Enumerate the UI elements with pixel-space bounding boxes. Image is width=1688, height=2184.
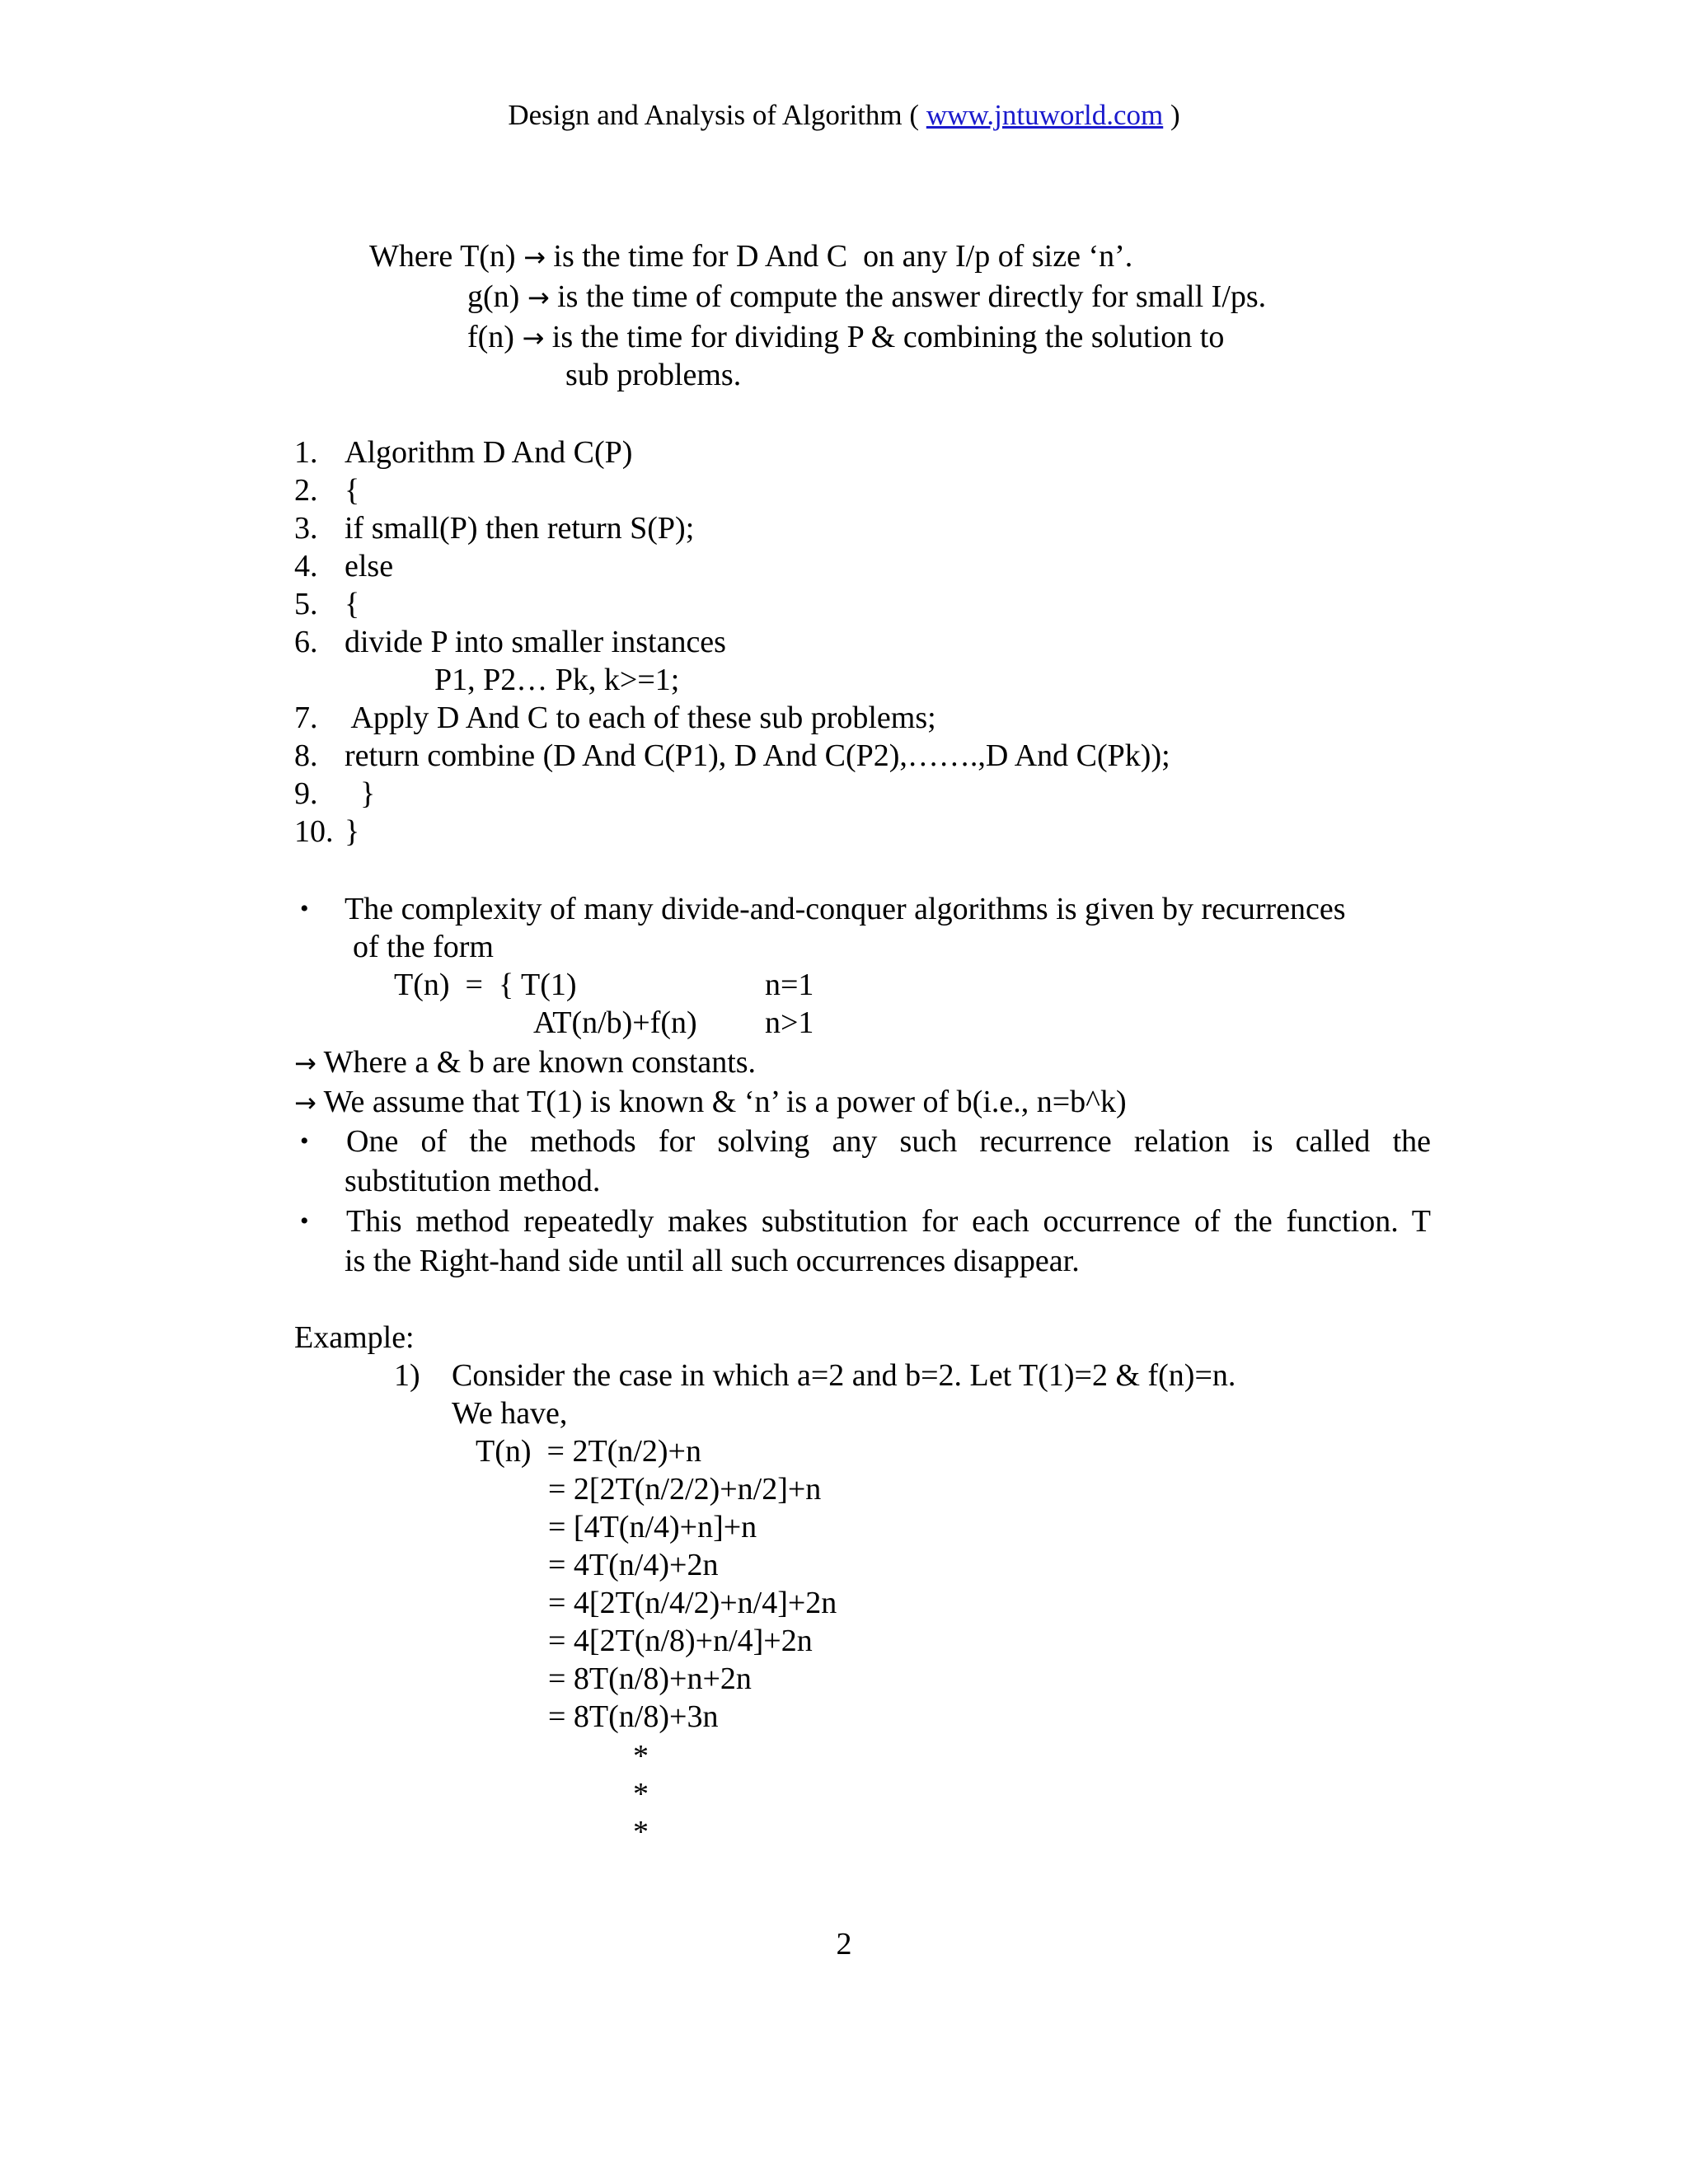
code-line: } xyxy=(345,776,376,811)
page-header xyxy=(0,101,1688,129)
recurrence-lhs: T(n) = { T(1) xyxy=(394,968,577,1002)
page-number: 2 xyxy=(836,1927,852,1961)
line-number: 2. xyxy=(294,473,318,508)
derivation-step: = [4T(n/4)+n]+n xyxy=(548,1510,757,1544)
code-line: Apply D And C to each of these sub problems; xyxy=(345,701,936,735)
definition-fn-cont: sub problems. xyxy=(565,358,742,392)
code-line: P1, P2… Pk, k>=1; xyxy=(434,663,680,697)
arrow-icon: → xyxy=(527,282,550,313)
arrow-icon: → xyxy=(294,1087,316,1118)
recurrence-condition: n=1 xyxy=(765,968,814,1002)
note-constants: → Where a & b are known constants. xyxy=(294,1045,757,1080)
line-number: 8. xyxy=(294,738,318,773)
bullet-icon: • xyxy=(300,895,309,922)
definition-fn: f(n) → is the time for dividing P & combining the solution to xyxy=(467,320,1225,354)
derivation-step: = 4T(n/4)+2n xyxy=(548,1548,719,1582)
bullet-text: One of the methods for solving any such recurrence relation is called the xyxy=(346,1124,1431,1159)
note-assumption: → We assume that T(1) is known & ‘n’ is a power of b(i.e., n=b^k) xyxy=(294,1085,1127,1119)
complexity-text-cont: of the form xyxy=(353,930,494,964)
header-link[interactable]: www.jntuworld.com xyxy=(926,99,1164,131)
line-number: 6. xyxy=(294,625,318,659)
derivation-step: = 8T(n/8)+3n xyxy=(548,1699,719,1734)
example-heading: Example: xyxy=(294,1320,415,1355)
line-number: 3. xyxy=(294,511,318,546)
derivation-step: = 2[2T(n/2/2)+n/2]+n xyxy=(548,1472,822,1507)
line-number: 7. xyxy=(294,701,318,735)
recurrence-condition: n>1 xyxy=(765,1005,814,1040)
derivation-step: T(n) = 2T(n/2)+n xyxy=(476,1434,701,1469)
code-line: } xyxy=(345,814,360,849)
derivation-step: = 4[2T(n/4/2)+n/4]+2n xyxy=(548,1586,837,1620)
code-line: Algorithm D And C(P) xyxy=(345,435,633,470)
code-line: { xyxy=(345,587,360,621)
example-text-cont: We have, xyxy=(452,1396,568,1431)
derivation-step: = 8T(n/8)+n+2n xyxy=(548,1661,752,1696)
bullet-text-cont: is the Right-hand side until all such occurrences disappear. xyxy=(345,1244,1080,1278)
line-number: 4. xyxy=(294,549,318,583)
line-number: 9. xyxy=(294,776,318,811)
arrow-icon: → xyxy=(523,241,546,273)
definition-gn: g(n) → is the time of compute the answer directly for small I/ps. xyxy=(467,279,1267,314)
header-title: Design and Analysis of Algorithm ( xyxy=(508,99,926,131)
line-number: 1. xyxy=(294,435,318,470)
bullet-text: This method repeatedly makes substitution for each occurrence of the function. T xyxy=(346,1204,1431,1239)
code-line: else xyxy=(345,549,394,583)
line-number: 5. xyxy=(294,587,318,621)
arrow-icon: → xyxy=(522,322,545,354)
example-item-number: 1) xyxy=(394,1358,420,1393)
complexity-text: The complexity of many divide-and-conquer algorithms is given by recurrences xyxy=(345,892,1346,926)
code-line: { xyxy=(345,473,360,508)
derivation-step: = 4[2T(n/8)+n/4]+2n xyxy=(548,1624,813,1658)
continuation-dot: * xyxy=(633,1739,649,1774)
bullet-icon: • xyxy=(300,1127,309,1155)
header-suffix: ) xyxy=(1163,99,1180,131)
continuation-dot: * xyxy=(633,1815,649,1849)
bullet-icon: • xyxy=(300,1207,309,1235)
code-line: if small(P) then return S(P); xyxy=(345,511,695,546)
code-line: return combine (D And C(P1), D And C(P2),…….,D And C(Pk)); xyxy=(345,738,1170,773)
code-line: divide P into smaller instances xyxy=(345,625,726,659)
definition-tn: Where T(n) → is the time for D And C on any I/p of size ‘n’. xyxy=(369,239,1133,274)
continuation-dot: * xyxy=(633,1777,649,1811)
example-text: Consider the case in which a=2 and b=2. Let T(1)=2 & f(n)=n. xyxy=(452,1358,1236,1393)
recurrence-case: AT(n/b)+f(n) xyxy=(533,1005,697,1040)
bullet-text-cont: substitution method. xyxy=(345,1164,601,1198)
arrow-icon: → xyxy=(294,1047,316,1079)
line-number: 10. xyxy=(294,814,334,849)
